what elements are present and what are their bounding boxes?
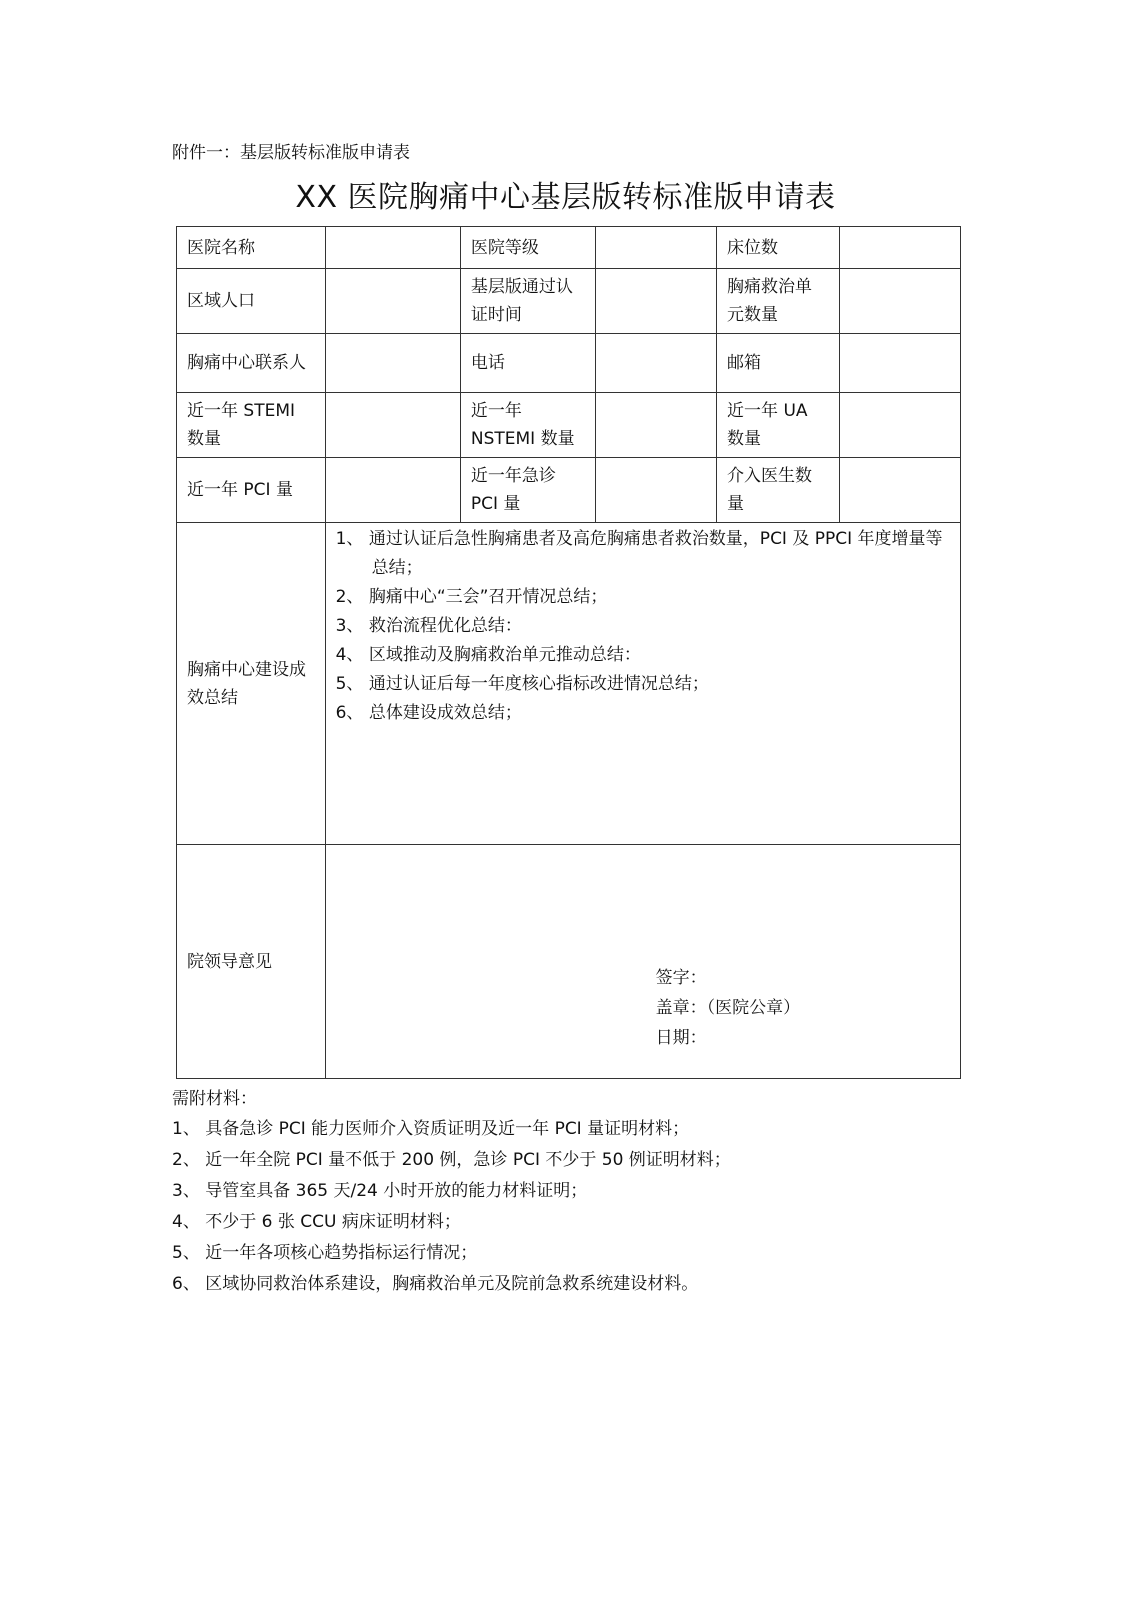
table-row xyxy=(177,334,961,393)
list-item: 4、 不少于 6 张 CCU 病床证明材料； xyxy=(172,1212,461,1232)
table-row xyxy=(177,269,961,334)
summary-list xyxy=(336,525,950,728)
list-item: 1、 通过认证后急性胸痛患者及高危胸痛患者救治数量，PCI 及 PPCI 年度增量等总结； xyxy=(335,529,943,578)
label-stemi-count: 近一年 STEMI 数量 xyxy=(177,393,326,458)
field-regional-population[interactable] xyxy=(325,269,460,334)
opinion-cell[interactable] xyxy=(325,845,960,1079)
field-bed-count[interactable] xyxy=(840,227,961,269)
table-row xyxy=(177,523,961,845)
table-row xyxy=(177,393,961,458)
field-ua-count[interactable] xyxy=(840,393,961,458)
field-hospital-name[interactable] xyxy=(325,227,460,269)
field-emergency-pci-volume[interactable] xyxy=(596,458,717,523)
summary-cell[interactable] xyxy=(325,523,960,845)
sign-label: 签字： xyxy=(655,968,707,988)
label-ua-count: 近一年 UA 数量 xyxy=(717,393,840,458)
label-contact-person: 胸痛中心联系人 xyxy=(177,334,326,393)
signature-block xyxy=(656,963,801,1053)
label-hospital-name: 医院名称 xyxy=(177,227,326,269)
list-item: 6、 总体建设成效总结； xyxy=(335,703,522,723)
field-basic-cert-time[interactable] xyxy=(596,269,717,334)
field-email[interactable] xyxy=(840,334,961,393)
field-pci-volume[interactable] xyxy=(325,458,460,523)
label-hospital-level: 医院等级 xyxy=(460,227,595,269)
label-leader-opinion: 院领导意见 xyxy=(177,845,326,1079)
list-item: 4、 区域推动及胸痛救治单元推动总结： xyxy=(335,645,641,665)
label-pci-volume: 近一年 PCI 量 xyxy=(177,458,326,523)
field-phone[interactable] xyxy=(596,334,717,393)
attachment-label: 附件一：基层版转标准版申请表 xyxy=(172,143,410,163)
list-item: 3、 导管室具备 365 天/24 小时开放的能力材料证明； xyxy=(172,1181,588,1201)
table-row xyxy=(177,845,961,1079)
label-rescue-unit-count: 胸痛救治单元数量 xyxy=(717,269,840,334)
list-item: 5、 近一年各项核心趋势指标运行情况； xyxy=(172,1243,478,1263)
field-interventional-doctors[interactable] xyxy=(840,458,961,523)
label-emergency-pci-volume: 近一年急诊 PCI 量 xyxy=(460,458,595,523)
label-nstemi-count: 近一年 NSTEMI 数量 xyxy=(460,393,595,458)
label-regional-population: 区域人口 xyxy=(177,269,326,334)
label-phone: 电话 xyxy=(460,334,595,393)
table-row xyxy=(177,227,961,269)
seal-label: 盖章：（医院公章） xyxy=(655,998,801,1018)
list-item: 3、 救治流程优化总结： xyxy=(335,616,522,636)
table-row xyxy=(177,458,961,523)
required-materials xyxy=(172,1084,731,1300)
application-form-table xyxy=(176,226,961,1079)
list-item: 1、 具备急诊 PCI 能力医师介入资质证明及近一年 PCI 量证明材料； xyxy=(172,1119,690,1139)
list-item: 5、 通过认证后每一年度核心指标改进情况总结； xyxy=(335,674,709,694)
label-interventional-doctors: 介入医生数量 xyxy=(717,458,840,523)
field-stemi-count[interactable] xyxy=(325,393,460,458)
label-construction-summary: 胸痛中心建设成效总结 xyxy=(177,523,326,845)
materials-heading: 需附材料： xyxy=(172,1089,257,1109)
field-rescue-unit-count[interactable] xyxy=(840,269,961,334)
list-item: 2、 近一年全院 PCI 量不低于 200 例，急诊 PCI 不少于 50 例证明材料； xyxy=(172,1150,731,1170)
label-bed-count: 床位数 xyxy=(717,227,840,269)
field-hospital-level[interactable] xyxy=(596,227,717,269)
date-label: 日期： xyxy=(655,1028,707,1048)
label-email: 邮箱 xyxy=(717,334,840,393)
list-item: 2、 胸痛中心“三会”召开情况总结； xyxy=(335,587,608,607)
form-title: XX 医院胸痛中心基层版转标准版申请表 xyxy=(295,180,836,215)
field-nstemi-count[interactable] xyxy=(596,393,717,458)
label-basic-cert-time: 基层版通过认证时间 xyxy=(460,269,595,334)
field-contact-person[interactable] xyxy=(325,334,460,393)
materials-list xyxy=(172,1114,731,1300)
list-item: 6、 区域协同救治体系建设，胸痛救治单元及院前急救系统建设材料。 xyxy=(172,1274,699,1294)
